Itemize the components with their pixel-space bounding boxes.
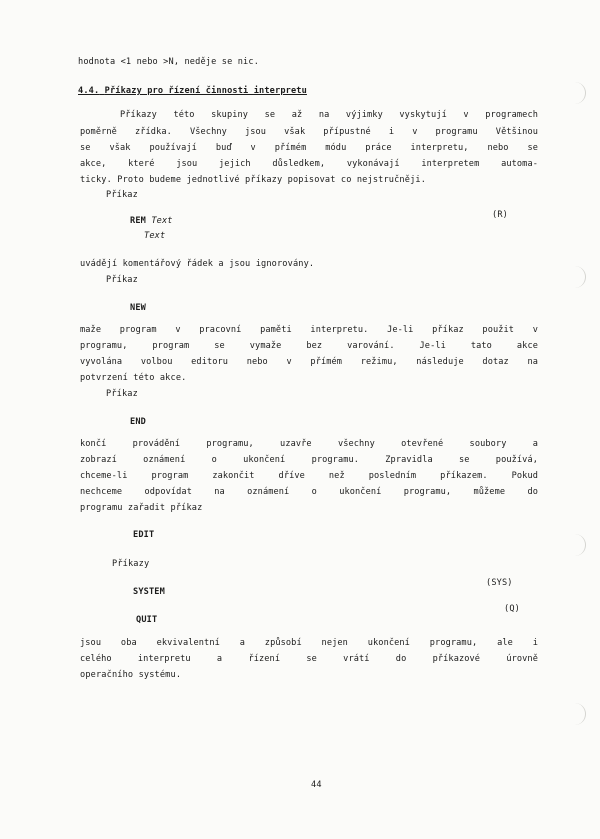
new-desc-line: potvrzení této akce. [80, 373, 187, 383]
intro-line: akce, které jsou jejich důsledkem, vykonávají interpretem automa- [80, 159, 538, 169]
system-keyword: SYSTEM [133, 587, 165, 597]
section-title: Příkazy pro řízení činnosti interpretu [104, 86, 307, 96]
page-number: 44 [311, 780, 322, 790]
punch-hole-mark [575, 266, 586, 288]
end-desc-line: končí provádění programu, uzavře všechny otevřené soubory a [80, 439, 538, 449]
end-keyword: END [130, 417, 146, 427]
punch-hole-mark [575, 703, 586, 725]
prikaz-label: Příkaz [106, 275, 138, 285]
intro-line: Příkazy této skupiny se až na výjimky vyskytují v programech [120, 110, 538, 120]
prikaz-label: Příkaz [106, 389, 138, 399]
end-desc-line: programu zařadit příkaz [80, 503, 203, 513]
quit-abbrev: (Q) [504, 604, 520, 614]
end-desc-line: nechceme odpovídat na oznámení o ukončení programu, můžeme do [80, 487, 538, 497]
rem-abbrev: (R) [492, 210, 508, 220]
section-heading [78, 86, 307, 96]
intro-line: se však používají buď v přímém módu práce interpretu, nebo se [80, 143, 538, 153]
new-desc-line: programu, program se vymaže bez varování. Je-li tato akce [80, 341, 538, 351]
new-keyword: NEW [130, 303, 146, 313]
intro-line: poměrně zřídka. Všechny jsou však přípustné i v programu Většinou [80, 127, 538, 137]
system-abbrev: (SYS) [486, 578, 513, 588]
punch-hole-mark [575, 82, 586, 104]
end-desc-line: chceme-li program zakončit dříve než posledním příkazem. Pokud [80, 471, 538, 481]
quit-desc-line: operačního systému. [80, 670, 182, 680]
quit-keyword: QUIT [136, 615, 158, 625]
prikazy-label: Příkazy [112, 559, 150, 569]
section-number: 4.4. [78, 86, 100, 96]
top-line: hodnota <1 nebo >N, neděje se nic. [78, 57, 260, 67]
quit-desc-line: celého interpretu a řízení se vrátí do příkazové úrovně [80, 654, 538, 664]
rem-keyword: REM [130, 216, 146, 226]
new-desc-line: vyvolána volbou editoru nebo v přímém režimu, následuje dotaz na [80, 357, 538, 367]
rem-description: uvádějí komentářový řádek a jsou ignorovány. [80, 259, 315, 269]
intro-line: ticky. Proto budeme jednotlivé příkazy popisovat co nejstručněji. [80, 175, 427, 185]
prikaz-label: Příkaz [106, 190, 138, 200]
rem-argument: Text [151, 216, 173, 226]
new-desc-line: maže program v pracovní paměti interpretu. Je-li příkaz použit v [80, 325, 538, 335]
punch-hole-mark [575, 534, 586, 556]
end-desc-line: zobrazí oznámení o ukončení programu. Zpravidla se používá, [80, 455, 538, 465]
rem-arg-line: Text [144, 231, 166, 241]
rem-syntax [130, 216, 173, 226]
edit-keyword: EDIT [133, 530, 155, 540]
quit-desc-line: jsou oba ekvivalentní a způsobí nejen ukončení programu, ale i [80, 638, 538, 648]
